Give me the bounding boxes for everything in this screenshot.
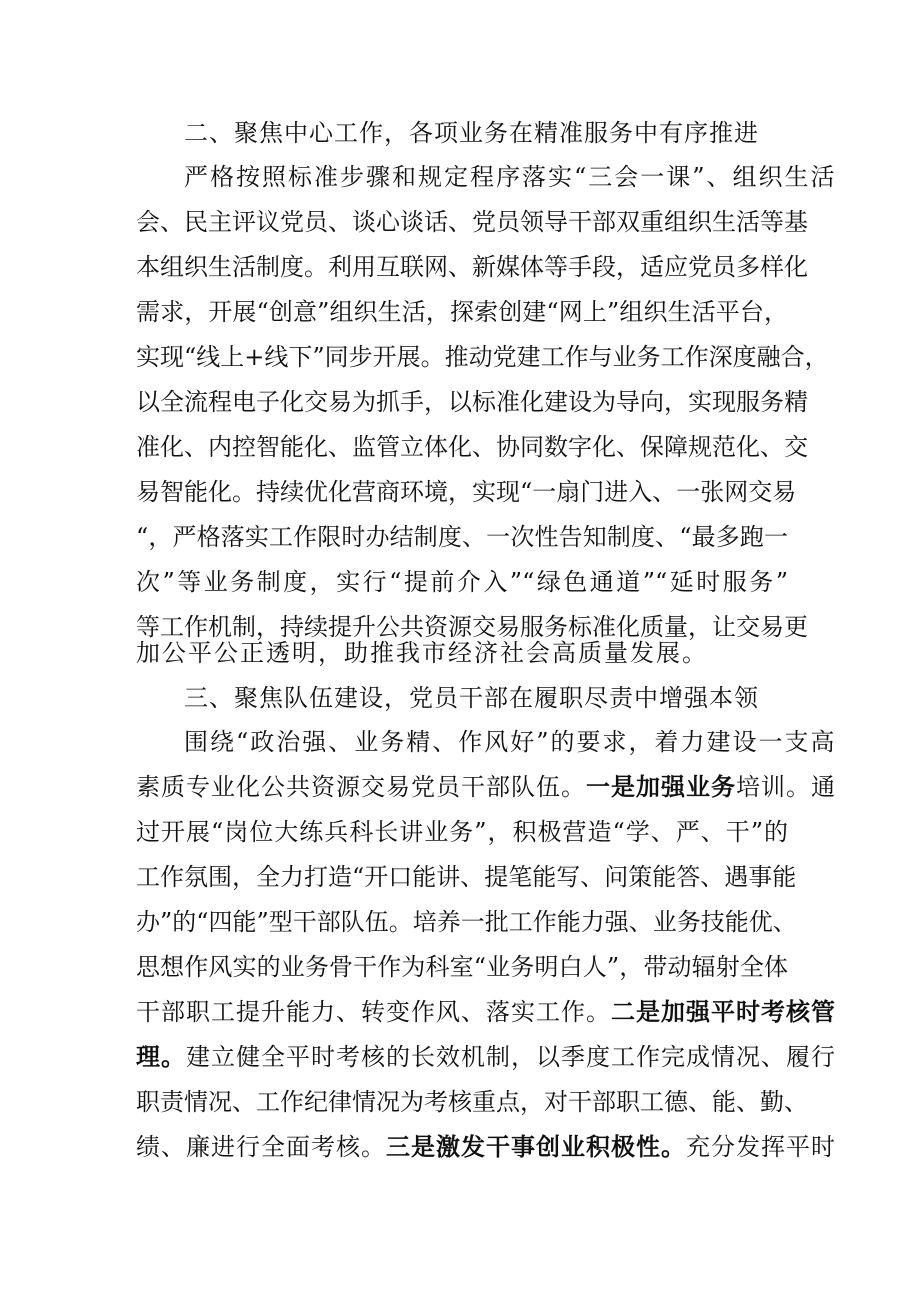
text-run: 绩、廉进行全面考核。 — [136, 1133, 386, 1161]
paragraph-line — [136, 996, 836, 1028]
text-run: 干部职工提升能力、转变作风、落实工作。 — [136, 998, 611, 1026]
emphasis-text: 二是加强平时考核管 — [611, 998, 836, 1026]
paragraph-line: 准化、内控智能化、监管立体化、协同数字化、保障规范化、交 — [136, 433, 808, 461]
text-run: 充分发挥平时 — [686, 1133, 836, 1161]
emphasis-text: 三是激发干事创业积极性。 — [386, 1133, 686, 1161]
paragraph-line: 实现“线上+线下”同步开展。推动党建工作与业务工作深度融合， — [136, 343, 829, 371]
section-heading-2: 二、聚焦中心工作，各项业务在精准服务中有序推进 — [184, 119, 759, 147]
paragraph-line: 工作氛围，全力打造“开口能讲、提笔能写、问策能答、遇事能 — [136, 863, 797, 891]
paragraph-line — [136, 1131, 836, 1163]
text-run: 培训。通 — [736, 773, 836, 801]
paragraph-line: 以全流程电子化交易为抓手，以标准化建设为导向，实现服务精 — [136, 388, 808, 416]
paragraph-line: 需求，开展“创意”组织生活，探索创建“网上”组织生活平台， — [136, 298, 788, 326]
paragraph-line: 过开展“岗位大练兵科长讲业务”，积极营造“学、严、干”的 — [136, 818, 788, 846]
paragraph-line: 等工作机制，持续提升公共资源交易服务标准化质量，让交易更 — [136, 613, 808, 641]
paragraph-line: 加公平公正透明，助推我市经济社会高质量发展。 — [136, 639, 708, 667]
paragraph-line: 职责情况、工作纪律情况为考核重点，对干部职工德、能、勤、 — [136, 1088, 808, 1116]
emphasis-text: 理。 — [136, 1043, 186, 1071]
emphasis-text: 一是加强业务 — [586, 773, 736, 801]
paragraph-line — [136, 771, 836, 803]
section-heading-3: 三、聚焦队伍建设，党员干部在履职尽责中增强本领 — [184, 684, 759, 712]
paragraph-line — [136, 1041, 836, 1073]
paragraph-line: 本组织生活制度。利用互联网、新媒体等手段，适应党员多样化 — [136, 253, 808, 281]
paragraph-line: 严格按照标准步骤和规定程序落实“三会一课”、组织生活 — [184, 163, 837, 191]
paragraph-line: 会、民主评议党员、谈心谈话、党员领导干部双重组织生活等基 — [136, 208, 808, 236]
paragraph-line: 次”等业务制度，实行“提前介入”“绿色通道”“延时服务” — [136, 568, 788, 596]
paragraph-line: “，严格落实工作限时办结制度、一次性告知制度、“最多跑一 — [136, 523, 788, 551]
paragraph-line: 围绕“政治强、业务精、作风好”的要求，着力建设一支高 — [184, 728, 837, 756]
paragraph-line: 办”的“四能”型干部队伍。培养一批工作能力强、业务技能优、 — [136, 908, 797, 936]
text-run: 建立健全平时考核的长效机制，以季度工作完成情况、履行 — [186, 1043, 836, 1071]
paragraph-line: 思想作风实的业务骨干作为科室“业务明白人”，带动辐射全体 — [136, 953, 788, 981]
text-run: 素质专业化公共资源交易党员干部队伍。 — [136, 773, 586, 801]
paragraph-line: 易智能化。持续优化营商环境，实现“一扇门进入、一张网交易 — [136, 478, 797, 506]
